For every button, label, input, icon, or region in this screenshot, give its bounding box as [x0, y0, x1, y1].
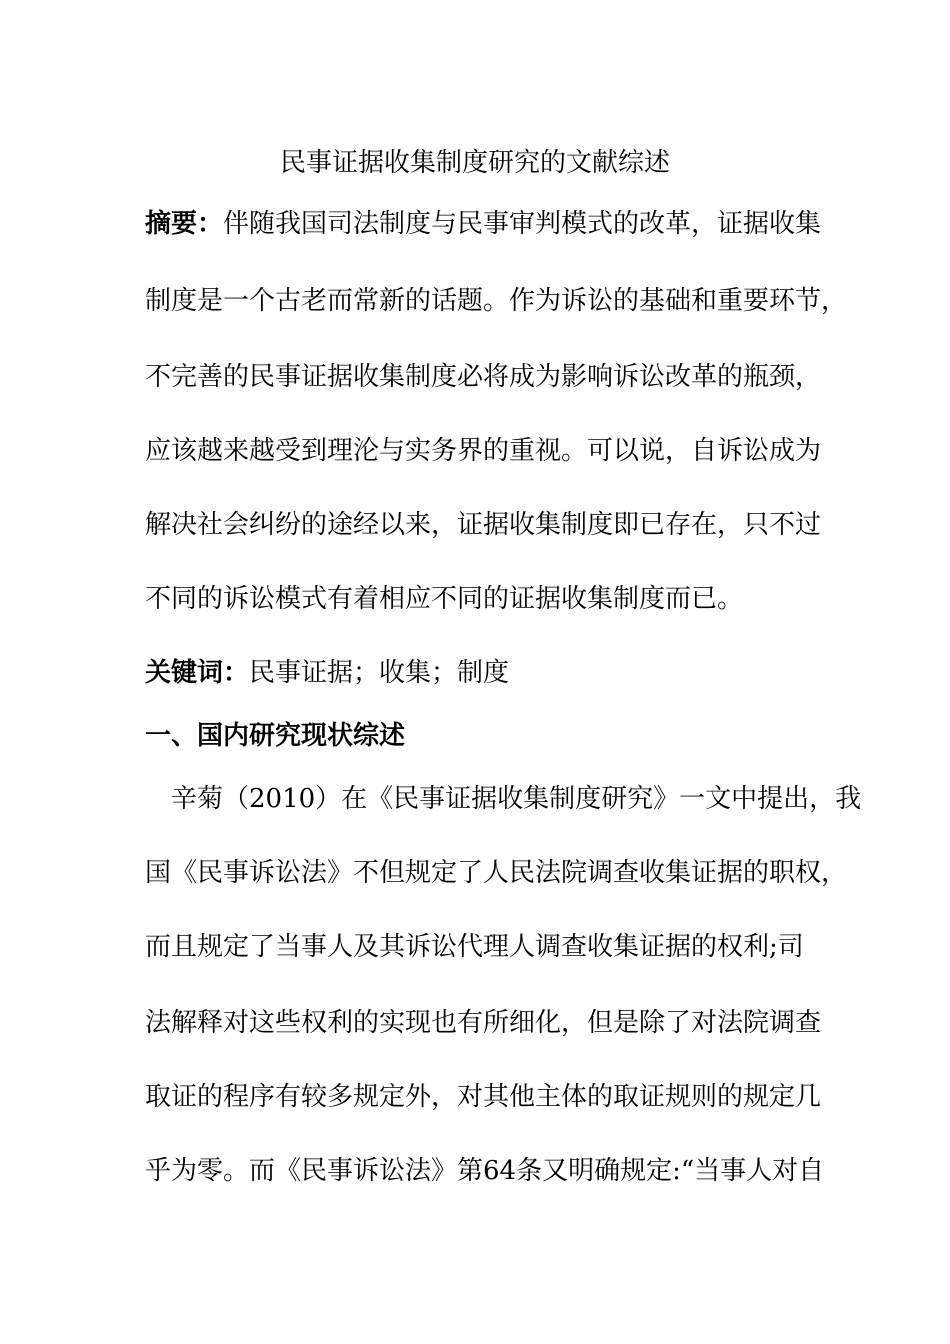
- abstract-line-5: 解决社会纠纷的途经以来，证据收集制度即已存在，只不过: [145, 510, 822, 540]
- abstract-line-2: 制度是一个古老而常新的话题。作为诉讼的基础和重要环节，: [145, 286, 848, 316]
- abstract-line-6: 不同的诉讼模式有着相应不同的证据收集制度而已。: [145, 584, 744, 614]
- keywords-text: 民事证据；收集；制度: [249, 658, 510, 688]
- body-line-4: 法解释对这些权利的实现也有所细化，但是除了对法院调查: [145, 1008, 822, 1038]
- abstract-label: 摘要：: [145, 209, 224, 239]
- keywords-label: 关键词：: [145, 658, 250, 688]
- document-title: 民事证据收集制度研究的文献综述: [279, 148, 670, 178]
- keywords-line: [145, 656, 509, 690]
- abstract-line-3: 不完善的民事证据收集制度必将成为影响诉讼改革的瓶颈，: [145, 362, 822, 392]
- abstract-line-1: [145, 207, 821, 241]
- body-line-3: 而且规定了当事人及其诉讼代理人调查收集证据的权利;司: [145, 932, 804, 962]
- section-heading: 一、国内研究现状综述: [145, 721, 406, 751]
- abstract-line-4: 应该越来越受到理沦与实务界的重视。可以说，自诉讼成为: [145, 436, 822, 466]
- body-line-6: 乎为零。而《民事诉讼法》第64条又明确规定:“当事人对自: [145, 1156, 825, 1186]
- body-line-1: 辛菊（2010）在《民事证据收集制度研究》一文中提出，我: [145, 784, 862, 814]
- body-line-2: 国《民事诉讼法》不但规定了人民法院调查收集证据的职权，: [145, 858, 848, 888]
- body-line-5: 取证的程序有较多规定外，对其他主体的取证规则的规定几: [145, 1082, 822, 1112]
- abstract-text: 伴随我国司法制度与民事审判模式的改革，证据收集: [223, 209, 822, 239]
